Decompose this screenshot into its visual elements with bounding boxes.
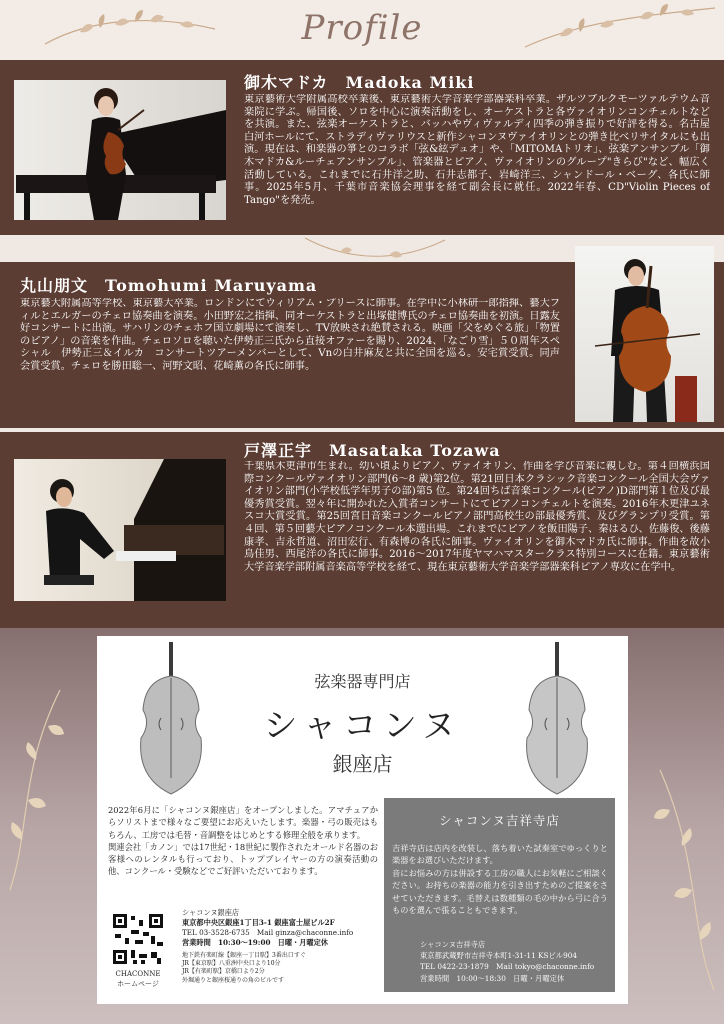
kichijoji-paragraph: 音にお悩みの方は併設する工房の職人にお気軽にご相談ください。お持ちの楽器の能力を引き出すためのご提案をさせていただきます。毛替えは数種類の毛の中から弓に合うものを選んで張ることもできます。 <box>392 867 608 916</box>
ginza-contact: TEL 03-3528-6735 Mail ginza@chaconne.info <box>182 928 354 937</box>
artist-name-miki: 御木マドカ Madoka Miki <box>244 73 475 92</box>
ginza-access: JR【有楽町駅】京橋口より2分 <box>182 968 265 976</box>
kichijoji-address: 東京都武蔵野市吉祥寺本町1-31-11 KSビル904 <box>420 951 577 961</box>
qr-label-brand: CHACONNE <box>115 970 161 978</box>
shop-intro <box>108 804 378 878</box>
artist-name-maruyama: 丸山朋文 Tomohumi Maruyama <box>20 276 318 295</box>
ginza-hours: 営業時間 10:30～19:00 日曜・月曜定休 <box>182 938 328 947</box>
artist-bio-miki: 東京藝術大学附属高校卒業後、東京藝術大学音楽学部器楽科卒業。ザルツブルクモーツァルテウム音楽院に学ぶ。帰国後、ソロを中心に演奏活動をし、オーケストラと各ヴァイオリンコンチェルトなどを共演。また、弦楽オーケストラと、バッハやヴィヴァルディ四季の弾き振りで好評を得る。名古屋白河ホールにて、ストラディヴァリウスと新作シャコンヌヴァイオリンとの弾き比べリサイタルにも出演。現在は、和楽器の箏とのコラボ「弦&絃デュオ」や、「MITOMAトリオ」、弦楽アンサンブル「御木マドカ&ルーチェアンサンブル」、管楽器とピアノ、ヴァイオリンのグループ"きらび"など、幅広く活動している。これまでに石井洋之助、石井志都子、岩崎洋三、シャンドール・ベーグ、各氏に師事。2025年5月、千葉市音楽協会理事を経て副会長に就任。2022年春、CD"Violin Pieces of Tango"を発売。 <box>244 94 710 206</box>
shop-name: シャコンヌ <box>263 706 462 746</box>
kichijoji-paragraph: 吉祥寺店は店内を改装し、落ち着いた試奏室でゆっくりと楽器をお選びいただけます。 <box>392 843 608 866</box>
kichijoji-hours: 営業時間 10:00～18:30 日曜・月曜定休 <box>420 973 565 983</box>
ginza-access: JR【東京駅】八重洲中央口より10分 <box>182 960 281 968</box>
floral-ornament-lower-left <box>0 680 95 900</box>
artist-name-tozawa: 戸澤正宇 Masataka Tozawa <box>244 441 501 460</box>
ginza-access: 地下鉄有楽町線【銀座一丁目駅】3番出口すぐ <box>182 952 306 959</box>
ginza-access: 外堀通りと銀座桜通りの角のビルです <box>182 976 285 984</box>
kichijoji-title: シャコンヌ吉祥寺店 <box>439 813 560 828</box>
kichijoji-shop-panel <box>384 798 615 992</box>
shop-intro-paragraph: 2022年6月に「シャコンヌ銀座店」をオープンしました。アマチュアからソリストまで様々なご要望にお応えいたします。楽器・弓の販売はもちろん、工房では毛替・音調整をはじめとする修理全般を承ります。 <box>108 805 378 840</box>
ginza-shop-info <box>182 908 382 985</box>
shop-branch: 銀座店 <box>332 752 393 776</box>
ginza-address: 東京都中央区銀座1丁目3-1 銀座富士屋ビル2F <box>182 918 335 927</box>
qr-code[interactable] <box>111 912 165 966</box>
kichijoji-description <box>392 842 608 916</box>
qr-label <box>105 969 171 989</box>
kichijoji-shop-name: シャコンヌ吉祥寺店 <box>420 940 486 949</box>
photo-tozawa-piano <box>14 459 226 601</box>
ginza-shop-name: シャコンヌ銀座店 <box>182 908 240 917</box>
photo-miki-violin-piano <box>14 80 226 220</box>
photo-maruyama-cello <box>575 246 714 422</box>
page-title: Profile <box>301 8 423 48</box>
shop-intro-paragraph: 関連会社「カノン」では17世紀・18世紀に製作されたオールド名器のお客様へのレンタルも行っており、トップブレイヤーの方の演奏活動の他、コンクール・受験などでご好評いただいております。 <box>108 841 378 877</box>
artist-bio-maruyama: 東京藝大附属高等学校、東京藝大卒業。ロンドンにてウィリアム・プリースに師事。在学中に小林研一郎指揮、藝大フィルとエルガーのチェロ協奏曲を演奏。小田野宏之指揮、同オーケストラと出塚健博氏のチェロ協奏曲を初演。日露友好コンサートに出演。サハリンのチェホフ国立劇場にて演奏し、TV放映され絶賛される。映画「父をめぐる旅」「物置のピアノ」の音楽を作曲。チェロソロを聴いた伊勢正三氏から直接オファーを賜り、2024、「なごり雪」５０周年スペシャル 伊勢正三＆イルカ コンサートツアーメンバーとして、Vnの白井麻友と共に全国を巡る。安宅賞受賞。同声会賞受賞。チェロを勝田聡一、河野文昭、花崎薫の各氏に師事。 <box>20 298 560 372</box>
artist-bio-tozawa: 千葉県木更津市生まれ。幼い頃よりピアノ、ヴァイオリン、作曲を学び音楽に親しむ。第４回横浜国際コンクールヴァイオリン部門(6～8 歳)第2位。第21回日本クラシック音楽コンクール全国大会ヴァイオリン部門(小学校低学年男子の部)第5 位。第24回ちば音楽コンクール(ピアノ)D部門第１位及び最優秀賞受賞。翌々年に開かれた入賞者コンサートにてピアノコンチェルトを演奏。2016年木更津ユネスコ大賞受賞。第25回宮日音楽コンクールピアノ部門高校生の部最優秀賞、及びグランプリ受賞。第４回、第５回藝大ピアノコンクール本選出場。これまでにピアノを飯田陽子、秦はるひ、佐藤俊、後藤康孝、吉永哲道、沼田宏行、有森博の各氏に師事。ヴァイオリンを御木マドカ氏に師事。作曲を故小鳥佳男、西尾洋の各氏に師事。2016～2017年度ヤマハマスタークラス特別コースに在籍。東京藝術大学音楽学部附属音楽高等学校を経て、現在東京藝術大学音楽学部器楽科ピアノ専攻に在学中。 <box>244 461 710 573</box>
kichijoji-contact: TEL 0422-23-1879 Mail tokyo@chaconne.info <box>420 962 595 972</box>
qr-label-homepage: ホームページ <box>117 980 159 988</box>
floral-ornament-lower-right <box>630 760 724 1000</box>
shop-subtitle: 弦楽器専門店 <box>314 672 411 691</box>
kichijoji-shop-info <box>420 939 610 984</box>
shop-card <box>97 636 628 1004</box>
